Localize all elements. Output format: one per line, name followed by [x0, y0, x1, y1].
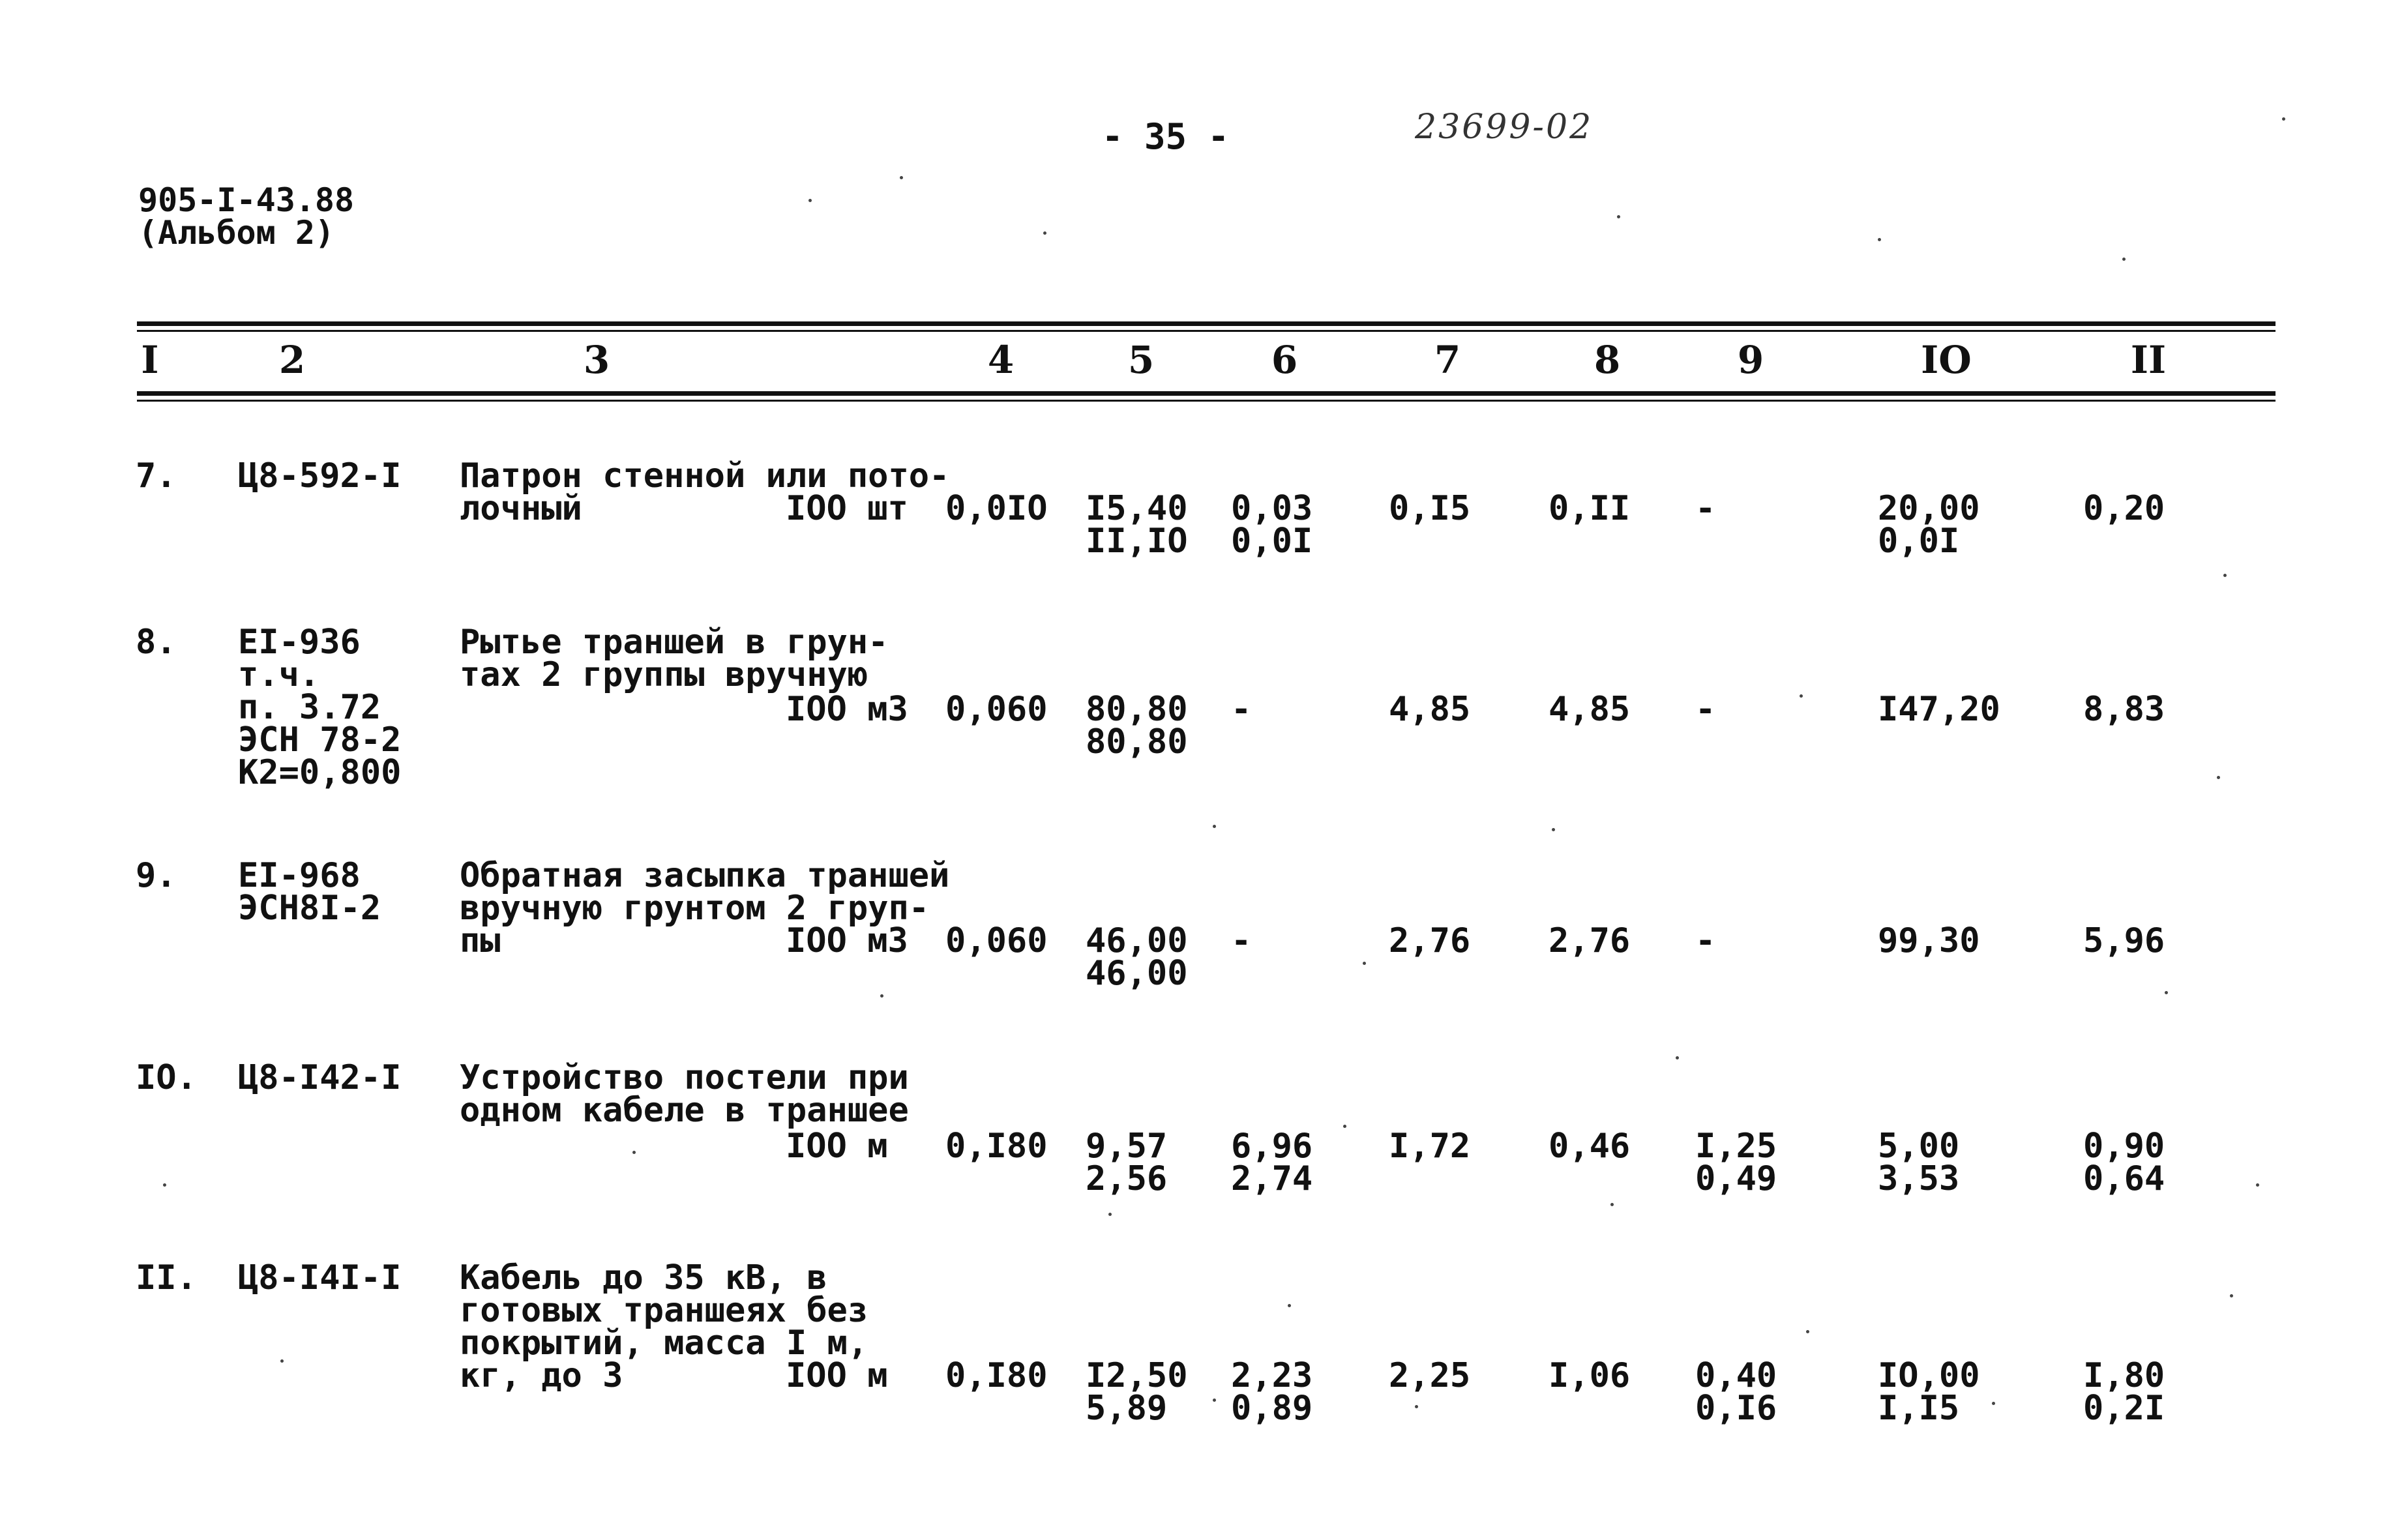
speck: [1415, 1405, 1418, 1408]
norm-code-line: т.ч.: [238, 655, 320, 694]
column-header-9: 9: [1737, 338, 1764, 382]
speck: [880, 994, 883, 998]
work-description-line: кг, до 3: [460, 1356, 623, 1395]
cost-col-5: [1086, 690, 1188, 762]
cost-col-6-line: 2,23: [1231, 1356, 1313, 1395]
row-number: 7.: [136, 456, 177, 496]
norm-code: [238, 623, 402, 792]
cost-col-9: [1695, 1356, 1777, 1428]
speck: [1676, 1056, 1679, 1059]
cost-col-10-line: 20,00: [1878, 489, 1980, 528]
speck: [2165, 991, 2168, 994]
cost-col-8: 0,II: [1549, 489, 1631, 528]
norm-code: [238, 1058, 402, 1097]
work-description-line: Обратная засыпка траншей: [460, 856, 950, 895]
cost-col-10-line: IO,00: [1878, 1356, 1980, 1395]
speck: [1043, 231, 1046, 235]
cost-col-7: I,72: [1389, 1127, 1471, 1166]
cost-col-5-line: 80,80: [1086, 690, 1188, 729]
unit-of-measure: IOO м: [786, 1356, 888, 1395]
cost-col-7: 4,85: [1389, 690, 1471, 729]
cost-col-11: [2083, 1127, 2165, 1198]
column-header-1: I: [141, 338, 159, 382]
work-description-line: готовых траншеях без: [460, 1291, 868, 1330]
cost-col-5-line: 2,56: [1086, 1159, 1168, 1198]
cost-col-6: [1231, 489, 1313, 561]
row-number: II.: [136, 1258, 197, 1297]
cost-col-6: [1231, 1127, 1313, 1198]
cost-col-10: [1878, 1356, 1980, 1428]
cost-col-9-line: 0,I6: [1695, 1389, 1777, 1428]
cost-col-9-line: -: [1695, 921, 1716, 960]
column-header-3: 3: [583, 338, 610, 382]
cost-col-5-line: 9,57: [1086, 1127, 1168, 1166]
cost-col-5-line: 46,00: [1086, 921, 1188, 960]
work-description-line: тах 2 группы вручную: [460, 655, 868, 694]
cost-col-6-line: 2,74: [1231, 1159, 1313, 1198]
quantity: 0,I80: [945, 1356, 1048, 1395]
cost-col-5: [1086, 921, 1188, 993]
cost-col-11-line: 8,83: [2083, 690, 2165, 729]
cost-col-11-line: 0,2I: [2083, 1389, 2165, 1428]
cost-col-6-line: 0,89: [1231, 1389, 1313, 1428]
cost-col-10: [1878, 489, 1980, 561]
norm-code-line: Ц8-592-I: [238, 456, 402, 496]
column-header-4: 4: [987, 338, 1015, 382]
cost-col-11-line: I,80: [2083, 1356, 2165, 1395]
column-header-7: 7: [1434, 338, 1461, 382]
cost-col-10-line: 3,53: [1878, 1159, 1960, 1198]
work-description-line: лочный: [460, 489, 582, 528]
work-description: [460, 1058, 909, 1130]
norm-code: [238, 856, 381, 928]
table-top-rule: [137, 321, 2276, 326]
speck: [2256, 1183, 2259, 1187]
cost-col-9: [1695, 1127, 1777, 1198]
document-code: [138, 181, 355, 252]
cost-col-8: 0,46: [1549, 1127, 1631, 1166]
cost-col-8: 4,85: [1549, 690, 1631, 729]
cost-col-5-line: II,IO: [1086, 522, 1188, 561]
cost-col-5: [1086, 1356, 1188, 1428]
cost-col-9: [1695, 690, 1716, 729]
speck: [1343, 1125, 1346, 1128]
row-number: 8.: [136, 623, 177, 662]
norm-code-line: EI-936: [238, 623, 361, 662]
row-number: IO.: [136, 1058, 197, 1097]
cost-col-11: [2083, 921, 2165, 960]
speck: [1363, 962, 1366, 965]
cost-col-6: [1231, 690, 1252, 729]
norm-code-line: п. 3.72: [238, 688, 381, 727]
cost-col-6-line: -: [1231, 690, 1252, 729]
speck: [1878, 238, 1881, 241]
speck: [900, 176, 903, 179]
norm-code-line: ЭСН8I-2: [238, 889, 381, 928]
table-header-bottom-rule-thin: [137, 400, 2276, 402]
cost-col-9-line: I,25: [1695, 1127, 1777, 1166]
cost-col-5-line: 80,80: [1086, 722, 1188, 762]
cost-col-6: [1231, 921, 1252, 960]
table-top-rule-thin: [137, 330, 2276, 332]
cost-col-11: [2083, 690, 2165, 729]
norm-code-line: Ц8-I42-I: [238, 1058, 402, 1097]
quantity: 0,0IO: [945, 489, 1048, 528]
unit-of-measure: IOO м3: [786, 690, 908, 729]
norm-code-line: ЭСН 78-2: [238, 720, 402, 760]
cost-col-7: 0,I5: [1389, 489, 1471, 528]
cost-col-5-line: 46,00: [1086, 954, 1188, 993]
cost-col-5-line: 5,89: [1086, 1389, 1168, 1428]
cost-col-8: 2,76: [1549, 921, 1631, 960]
quantity: 0,060: [945, 921, 1048, 960]
norm-code-line: К2=0,800: [238, 753, 402, 792]
column-header-10: IO: [1921, 338, 1972, 382]
speck: [2217, 776, 2220, 779]
speck: [1108, 1213, 1112, 1216]
column-header-11: II: [2130, 338, 2167, 382]
speck: [1610, 1203, 1614, 1206]
norm-code-line: EI-968: [238, 856, 361, 895]
cost-col-10-line: I,I5: [1878, 1389, 1960, 1428]
cost-col-8: I,06: [1549, 1356, 1631, 1395]
cost-col-10-line: 5,00: [1878, 1127, 1960, 1166]
work-description-line: одном кабеле в траншее: [460, 1091, 909, 1130]
speck: [1992, 1402, 1995, 1405]
cost-col-10-line: 0,0I: [1878, 522, 1960, 561]
speck: [1617, 215, 1620, 218]
speck: [632, 1151, 636, 1154]
cost-col-10: [1878, 921, 1980, 960]
cost-col-9-line: 0,40: [1695, 1356, 1777, 1395]
norm-code: [238, 456, 402, 496]
cost-col-10: [1878, 690, 2000, 729]
cost-col-6-line: -: [1231, 921, 1252, 960]
cost-col-7: 2,25: [1389, 1356, 1471, 1395]
column-header-6: 6: [1271, 338, 1298, 382]
cost-col-11-line: 0,90: [2083, 1127, 2165, 1166]
cost-col-10: [1878, 1127, 1960, 1198]
cost-col-6-line: 0,03: [1231, 489, 1313, 528]
table-header-bottom-rule: [137, 391, 2276, 396]
cost-col-5: [1086, 1127, 1168, 1198]
cost-col-10-line: I47,20: [1878, 690, 2000, 729]
quantity: 0,I80: [945, 1127, 1048, 1166]
row-number: 9.: [136, 856, 177, 895]
work-description-line: покрытий, масса I м,: [460, 1324, 868, 1363]
speck: [1800, 694, 1803, 698]
cost-col-5-line: I5,40: [1086, 489, 1188, 528]
column-header-5: 5: [1127, 338, 1155, 382]
cost-col-5: [1086, 489, 1188, 561]
cost-col-6: [1231, 1356, 1313, 1428]
cost-col-9: [1695, 489, 1716, 528]
speck: [1552, 828, 1555, 831]
cost-col-11: [2083, 1356, 2165, 1428]
cost-col-11-line: 0,20: [2083, 489, 2165, 528]
cost-col-5-line: I2,50: [1086, 1356, 1188, 1395]
work-description-line: вручную грунтом 2 груп-: [460, 889, 930, 928]
speck: [163, 1183, 166, 1187]
cost-col-6-line: 0,0I: [1231, 522, 1313, 561]
document-code-line2: (Альбом 2): [138, 214, 335, 252]
speck: [1213, 825, 1216, 828]
speck: [2223, 574, 2227, 577]
speck: [1806, 1330, 1809, 1333]
column-header-8: 8: [1594, 338, 1621, 382]
unit-of-measure: IOO м3: [786, 921, 908, 960]
work-description-line: пы: [460, 921, 501, 960]
speck: [1288, 1304, 1291, 1307]
speck: [2282, 117, 2285, 121]
cost-col-11-line: 5,96: [2083, 921, 2165, 960]
norm-code-line: Ц8-I4I-I: [238, 1258, 402, 1297]
cost-col-9-line: -: [1695, 489, 1716, 528]
work-description-line: Рытье траншей в грун-: [460, 623, 889, 662]
column-header-2: 2: [278, 338, 306, 382]
work-description-line: Кабель до 35 кВ, в: [460, 1258, 827, 1297]
document-stamp: 23699-02: [1415, 108, 1594, 147]
speck: [2230, 1294, 2233, 1297]
cost-col-11-line: 0,64: [2083, 1159, 2165, 1198]
cost-col-6-line: 6,96: [1231, 1127, 1313, 1166]
cost-col-11: [2083, 489, 2165, 528]
work-description-line: Устройство постели при: [460, 1058, 909, 1097]
quantity: 0,060: [945, 690, 1048, 729]
speck: [280, 1359, 284, 1363]
page-number: - 35 -: [1102, 116, 1230, 157]
cost-col-9: [1695, 921, 1716, 960]
cost-col-10-line: 99,30: [1878, 921, 1980, 960]
cost-col-9-line: -: [1695, 690, 1716, 729]
speck: [2122, 258, 2126, 261]
document-code-line1: 905-I-43.88: [138, 181, 355, 219]
speck: [808, 199, 812, 202]
work-description: [460, 623, 889, 694]
work-description-line: Патрон стенной или пото-: [460, 456, 950, 496]
cost-col-9-line: 0,49: [1695, 1159, 1777, 1198]
unit-of-measure: IOO м: [786, 1127, 888, 1166]
unit-of-measure: IOO шт: [786, 489, 908, 528]
norm-code: [238, 1258, 402, 1297]
cost-col-7: 2,76: [1389, 921, 1471, 960]
speck: [1213, 1399, 1216, 1402]
